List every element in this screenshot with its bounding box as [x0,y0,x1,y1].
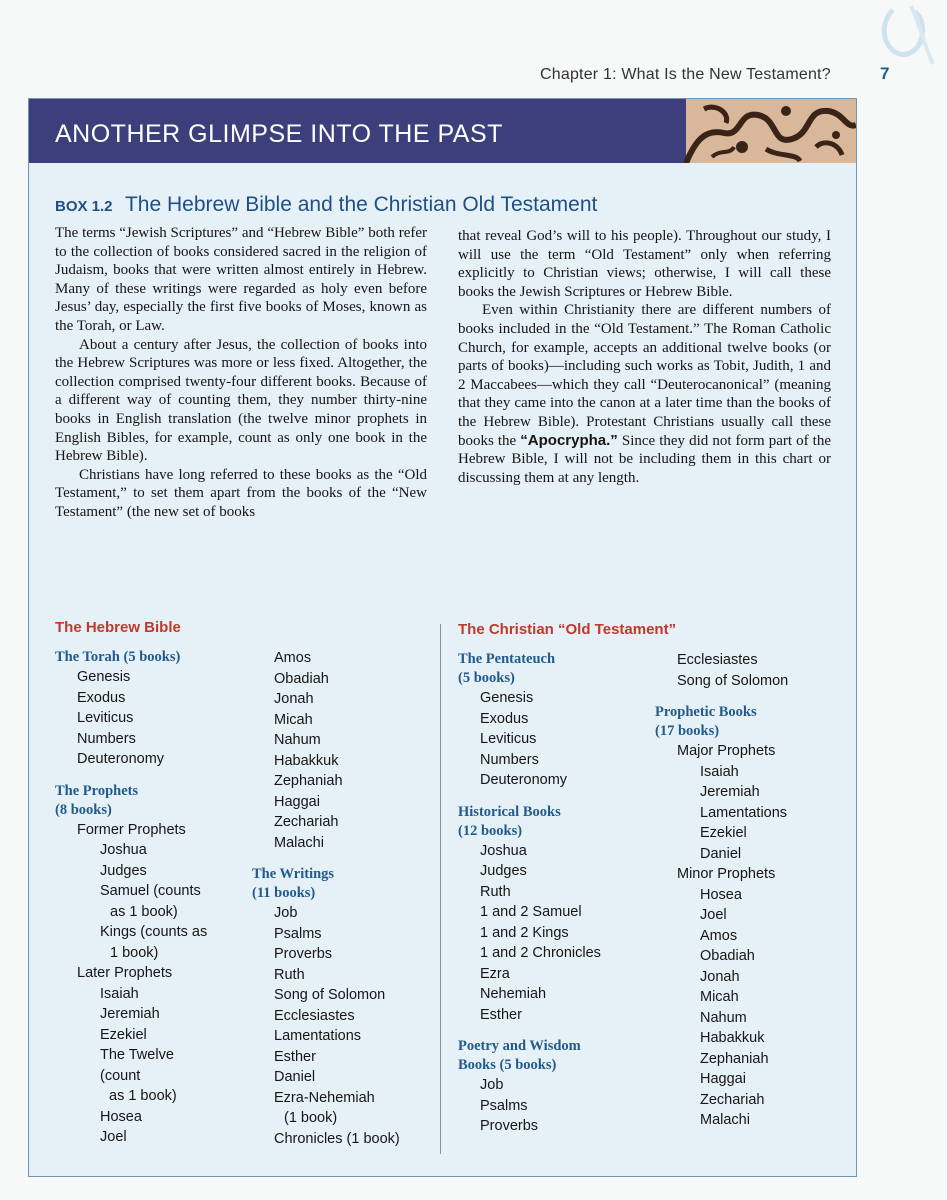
list-item: Malachi [700,1112,750,1128]
list-item: Samuel (counts [100,883,201,899]
list-item: Habakkuk [274,752,339,769]
writings-heading-count: (11 books) [252,885,316,901]
list-item: Nahum [274,732,321,748]
paragraph [458,301,831,487]
list-item: Zechariah [274,814,339,830]
list-item: Lamentations [274,1028,362,1044]
list-item: Daniel [274,1069,316,1085]
historical-heading-count: (12 books) [458,822,523,839]
list-item: Ezra [480,965,510,982]
minor-prophets-label: Minor Prophets [677,866,776,882]
hebrew-list-col2 [252,648,400,1149]
prophetic-heading-count: (17 books) [655,723,720,739]
paragraph-text: Even within Christianity there are different numbers of books included in the “Old Testament.” The Roman Catholic Church, for example, accepts an additional twelve books (or parts of books)—including such works as Tobit, Judith, 1 and 2 Maccabees—which they call “Deuterocanonical” (meaning that they came into the canon at a later time than the books of the Hebrew Bible). Protestant Christians usually call these books the [458,302,831,449]
list-item: Song of Solomon [274,987,386,1003]
list-item: Deuteronomy [480,772,568,788]
list-item: 1 book) [110,944,159,961]
list-item: 1 and 2 Kings [480,924,569,941]
banner-title: ANOTHER GLIMPSE INTO THE PAST [55,120,503,148]
list-item: Joel [100,1129,127,1145]
text-column-left [55,224,427,522]
christian-list-col1 [458,650,601,1137]
list-item: Ezra-Nehemiah [274,1089,375,1106]
list-item: Exodus [77,689,126,706]
list-item: Ruth [480,883,511,900]
list-item: Zechariah [700,1091,765,1108]
sidebar-box [28,98,857,1177]
column-divider [440,624,441,1154]
list-item: Jonah [700,968,740,985]
ornament-art-icon [646,99,856,163]
major-prophets-label: Major Prophets [677,743,776,759]
list-item: (count [100,1067,141,1084]
poetry-heading: Poetry and Wisdom [458,1038,581,1054]
list-item: Micah [700,989,739,1005]
list-item: Exodus [480,710,529,727]
paragraph: that reveal God’s will to his people). Throughout our study, I will use the term “Old Testament” only when referring explicitly to Christian views; otherwise, I will call these books the Jewish Scriptures or Hebrew Bible. [458,228,831,300]
list-item: Kings (counts as [100,924,208,940]
list-item: 1 and 2 Samuel [480,904,582,920]
list-item: Ruth [274,966,305,983]
torah-heading: The Torah (5 books) [55,649,181,665]
list-item: Song of Solomon [677,672,789,689]
list-item: Joshua [480,842,527,859]
list-item: Haggai [274,793,320,810]
pentateuch-heading-count: (5 books) [458,670,515,686]
list-item: Esther [480,1006,522,1023]
running-head: Chapter 1: What Is the New Testament? [540,66,831,83]
list-item: Ecclesiastes [677,652,758,668]
list-item: Jeremiah [100,1006,160,1022]
list-item: Micah [274,711,313,728]
list-item: Job [274,905,298,921]
list-item: Nehemiah [480,986,547,1002]
list-item: Obadiah [700,948,755,964]
box-label: BOX 1.2 [55,198,113,215]
list-item: Daniel [700,845,742,862]
list-item: Genesis [77,669,131,685]
list-item: 1 and 2 Chronicles [480,945,601,961]
list-item: Psalms [480,1097,528,1114]
list-item: Numbers [480,751,539,768]
christian-list-col2 [655,650,788,1131]
former-prophets-label: Former Prophets [77,821,186,838]
corner-ornament-icon [871,2,941,72]
list-item: Leviticus [480,731,537,747]
later-prophets-label: Later Prophets [77,965,173,981]
hebrew-list-col1 [55,648,207,1148]
paragraph: Christians have long referred to these books as the “Old Testament,” to set them apart from the books of the “New Testament” (the new set of books [55,466,427,520]
list-item: Judges [100,862,147,879]
list-item: Malachi [274,834,324,851]
prophetic-heading: Prophetic Books [655,704,757,720]
historical-heading: Historical Books [458,803,561,820]
list-item: Jeremiah [700,784,760,800]
box-heading [55,193,597,217]
list-item: The Twelve [100,1047,174,1063]
list-item: Lamentations [700,804,788,821]
list-item: Nahum [700,1009,747,1026]
pentateuch-heading: The Pentateuch [458,651,556,667]
list-item: Hosea [700,886,742,903]
list-item: Amos [274,650,312,666]
apocrypha-term: “Apocrypha.” [520,431,618,449]
list-item: Amos [700,927,738,944]
list-item: Judges [480,863,527,879]
list-item: Haggai [700,1071,746,1087]
list-item: Hosea [100,1108,142,1125]
list-item: Genesis [480,690,534,706]
list-item: Zephaniah [274,773,343,789]
poetry-heading-count: Books (5 books) [458,1057,557,1073]
list-item: Obadiah [274,670,329,687]
paragraph-text: Since they did not form part of the Hebrew Bible, I will not be including them in this chart or discussing them at any length. [458,432,832,486]
list-item: Joshua [100,842,147,858]
list-item: Zephaniah [700,1050,769,1067]
list-item: Joel [700,907,727,923]
banner [29,99,856,163]
text-column-right [458,227,831,487]
christian-ot-title: The Christian “Old Testament” [458,621,677,638]
list-item: Psalms [274,925,322,942]
prophets-heading-count: (8 books) [55,801,112,818]
page-number: 7 [880,64,890,83]
list-item: Isaiah [700,763,739,780]
list-item: Job [480,1077,504,1093]
paragraph: About a century after Jesus, the collection of books into the Hebrew Scriptures was more or less fixed. Altogether, the collection comprised twenty-four different books. Because of a different way of counting them, they number thirty-nine books in English translation (the twelve minor prophets in English Bibles, for example, count as only one book in the Hebrew Bible). [55,336,427,465]
list-item: Proverbs [274,946,333,962]
list-item: Proverbs [480,1118,539,1134]
list-item: Ezekiel [700,825,747,841]
list-item: as 1 book) [109,1088,177,1104]
list-item: as 1 book) [110,903,178,920]
prophets-heading: The Prophets [55,782,139,799]
box-title: The Hebrew Bible and the Christian Old Testament [124,193,598,216]
list-item: Chronicles (1 book) [274,1130,400,1147]
list-item: Jonah [274,691,314,707]
list-item: Esther [274,1048,316,1065]
list-item: Ezekiel [100,1026,147,1043]
writings-heading: The Writings [252,866,335,882]
list-item: Leviticus [77,710,134,726]
list-item: Deuteronomy [77,751,165,767]
list-item: Ecclesiastes [274,1007,355,1024]
paragraph: The terms “Jewish Scriptures” and “Hebrew Bible” both refer to the collection of books considered sacred in the religion of Judaism, books that were written almost entirely in Hebrew. Many of these writings were regarded as holy even before Jesus’ day, especially the first five books of Moses, known as the Torah, or Law. [55,225,427,334]
hebrew-bible-title: The Hebrew Bible [55,619,181,636]
list-item: (1 book) [284,1110,338,1126]
list-item: Numbers [77,730,136,747]
list-item: Isaiah [100,985,139,1002]
list-item: Habakkuk [700,1030,765,1046]
